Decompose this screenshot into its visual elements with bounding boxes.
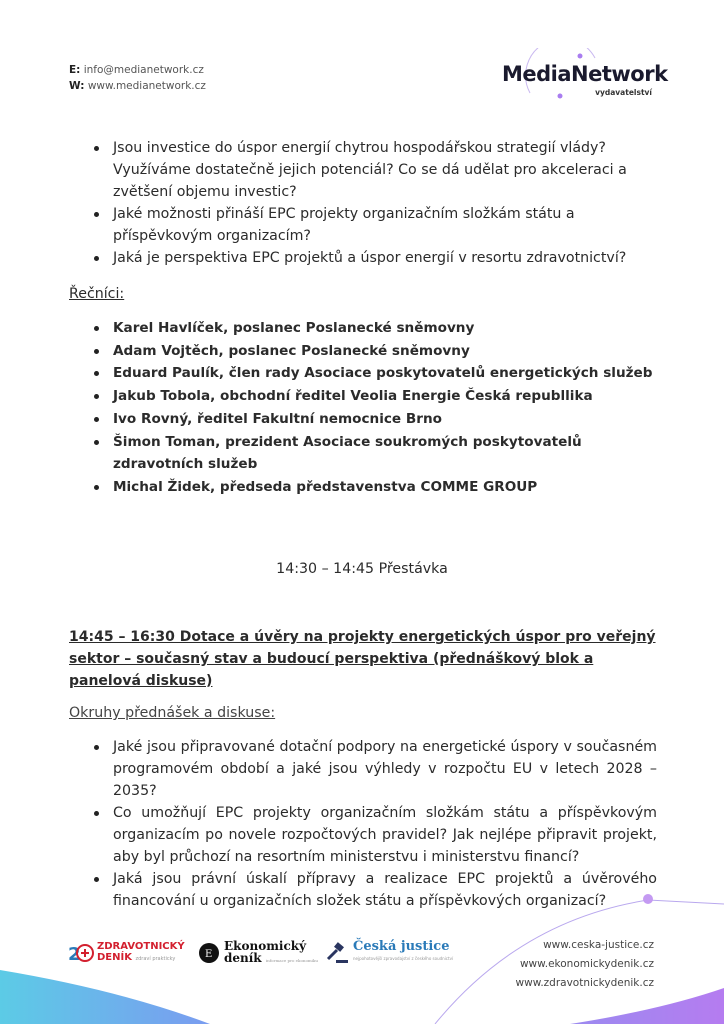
email-link[interactable]: info@medianetwork.cz xyxy=(83,64,204,76)
speaker-item: Adam Vojtěch, poslanec Poslanecké sněmovny xyxy=(69,340,657,363)
speaker-item: Eduard Paulík, člen rady Asociace poskytovatelů energetických služeb xyxy=(69,362,657,385)
footer-urls xyxy=(516,936,654,993)
question-list xyxy=(69,137,657,269)
break-time: 14:30 – 14:45 Přestávka xyxy=(276,561,448,577)
e-badge-icon xyxy=(199,943,219,963)
list-item: Jaké možnosti přináší EPC projekty organizačním složkám státu a příspěvkovým organizacím? xyxy=(69,203,657,247)
speakers-list xyxy=(69,317,657,499)
svg-text:E: E xyxy=(205,949,213,960)
url-link[interactable]: www.ekonomickydenik.cz xyxy=(519,958,654,970)
ceska-justice-logo[interactable]: Česká justice nejpohotovější zpravodajství z českého soudnictví xyxy=(326,938,453,968)
speaker-item: Jakub Tobola, obchodní ředitel Veolia Energie Česká republlika xyxy=(69,385,657,408)
url-link[interactable]: www.ceska-justice.cz xyxy=(543,939,654,951)
speaker-item: Karel Havlíček, poslanec Poslanecké sněmovny xyxy=(69,317,657,340)
cross-heart-icon xyxy=(68,942,94,964)
medianetwork-logo: MediaNetwork vydavatelství xyxy=(500,48,660,103)
contact-info xyxy=(69,62,206,94)
section-heading: 14:45 – 16:30 Dotace a úvěry na projekty energetických úspor pro veřejný sektor – současný stav a budoucí perspektiva (přednáškový blok a panelová diskuse) xyxy=(69,629,656,689)
gavel-icon xyxy=(326,942,350,964)
list-item: Co umožňují EPC projekty organizačním složkám státu a příspěvkovým organizacím po novele rozpočtových pravidel? Jak nejlépe připravit projekt, aby byl průchozí na resortním ministerstvu i ministerstvu financí? xyxy=(69,802,657,868)
topics-label: Okruhy přednášek a diskuse: xyxy=(69,705,276,721)
list-item: Jsou investice do úspor energií chytrou hospodářskou strategií vlády? Využíváme dostatečně jejich potenciál? Co se dá udělat pro akceleraci a zvětšení objemu investic? xyxy=(69,137,657,203)
email-line: E: info@medianetwork.cz xyxy=(69,64,204,76)
ekonomicky-denik-logo[interactable]: E Ekonomický deník informace pro ekonomiku xyxy=(199,938,318,968)
svg-text:2: 2 xyxy=(68,944,81,964)
web-link[interactable]: www.medianetwork.cz xyxy=(87,80,206,92)
list-item: Jaké jsou připravované dotační podpory na energetické úspory v současném programovém období a jaké jsou výhledy v rozpočtu EU v letech 2028 – 2035? xyxy=(69,736,657,802)
zdravotnicky-denik-logo[interactable]: 2 ZDRAVOTNICKÝ DENÍK zdraví prakticky xyxy=(68,941,185,964)
speaker-item: Michal Židek, předseda představenstva COMME GROUP xyxy=(69,476,657,499)
list-item: Jaká jsou právní úskalí přípravy a realizace EPC projektů a úvěrového financování u organizačních složek státu a příspěvkových organizací? xyxy=(69,868,657,912)
section-questions xyxy=(69,137,657,499)
web-line: W: www.medianetwork.cz xyxy=(69,80,206,92)
speakers-label: Řečníci: xyxy=(69,286,125,302)
speaker-item: Ivo Rovný, ředitel Fakultní nemocnice Brno xyxy=(69,408,657,431)
url-link[interactable]: www.zdravotnickydenik.cz xyxy=(515,977,654,989)
list-item: Jaká je perspektiva EPC projektů a úspor energií v resortu zdravotnictví? xyxy=(69,247,657,269)
speaker-item: Šimon Toman, prezident Asociace soukromých poskytovatelů zdravotních služeb xyxy=(69,431,657,476)
section-funding xyxy=(69,626,657,912)
